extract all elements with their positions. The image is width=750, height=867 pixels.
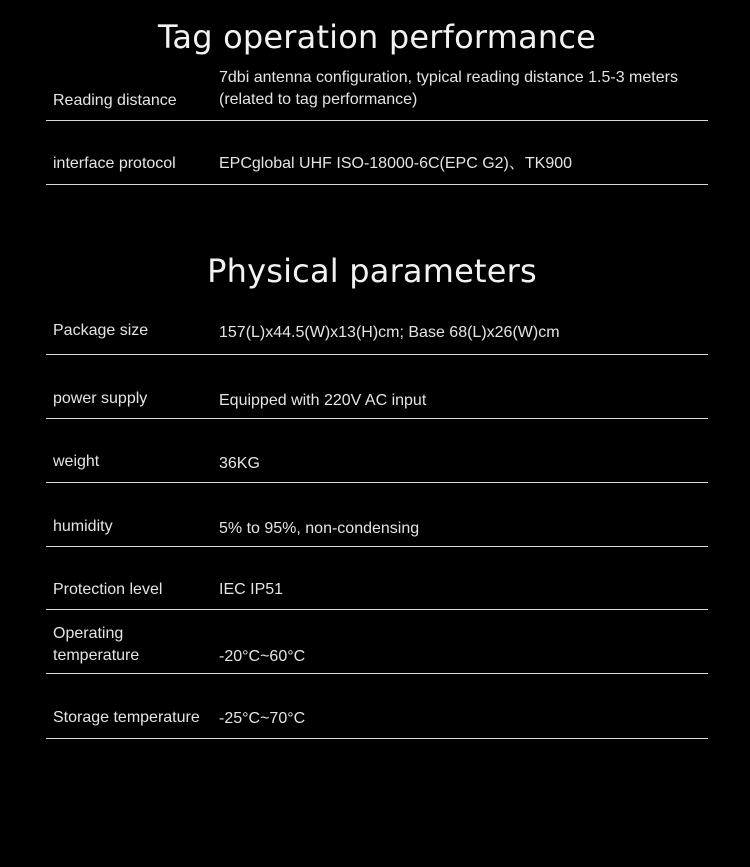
spec-label: Protection level bbox=[53, 581, 163, 598]
spec-label: Reading distance bbox=[53, 92, 177, 109]
spec-value: 157(L)x44.5(W)x13(H)cm; Base 68(L)x26(W)cm bbox=[219, 324, 560, 341]
row-divider bbox=[46, 184, 708, 185]
spec-label: humidity bbox=[53, 518, 113, 535]
row-divider bbox=[46, 418, 708, 419]
row-divider bbox=[46, 354, 708, 355]
row-divider bbox=[46, 738, 708, 739]
row-divider bbox=[46, 673, 708, 674]
spec-label: interface protocol bbox=[53, 155, 176, 172]
spec-label: Storage temperature bbox=[53, 709, 200, 726]
spec-value: 36KG bbox=[219, 455, 260, 472]
spec-label: Package size bbox=[53, 322, 149, 339]
spec-value: 5% to 95%, non-condensing bbox=[219, 520, 420, 537]
row-divider bbox=[46, 120, 708, 121]
spec-value: EPCglobal UHF ISO-18000-6C(EPC G2)、TK900 bbox=[219, 155, 573, 172]
section-title-tag-operation-performance: Tag operation performance bbox=[157, 18, 597, 56]
spec-value: Equipped with 220V AC input bbox=[219, 392, 427, 409]
spec-value: 7dbi antenna configuration, typical reading distance 1.5-3 meters (related to tag performance) bbox=[219, 69, 678, 108]
spec-label: power supply bbox=[53, 390, 148, 407]
row-divider bbox=[46, 482, 708, 483]
row-divider bbox=[46, 609, 708, 610]
spec-value: -20°C~60°C bbox=[219, 648, 306, 665]
section-title-physical-parameters: Physical parameters bbox=[207, 252, 537, 290]
row-divider bbox=[46, 546, 708, 547]
spec-label: weight bbox=[53, 453, 100, 470]
spec-value: -25°C~70°C bbox=[219, 710, 306, 727]
spec-value: IEC IP51 bbox=[219, 581, 284, 598]
spec-label: Operating temperature bbox=[53, 625, 140, 664]
